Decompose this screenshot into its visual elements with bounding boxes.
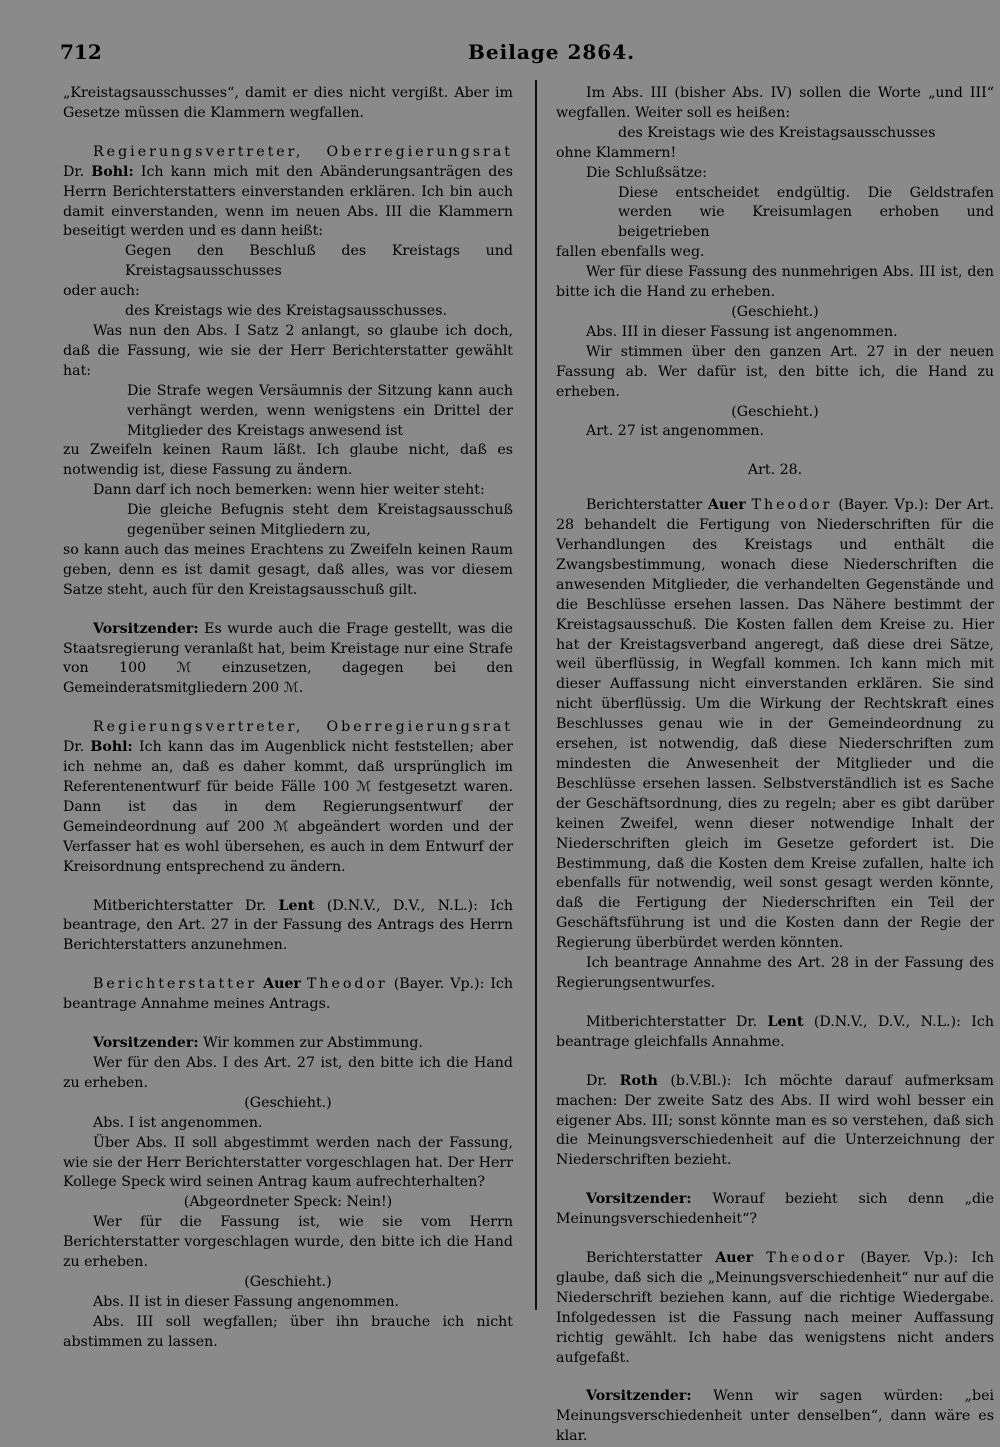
speaker-role: Regierungsvertreter, Oberregierungsrat xyxy=(93,143,513,160)
paragraph: Abs. III soll wegfallen; über ihn brauche ich nicht abstimmen zu lassen. xyxy=(63,1313,513,1350)
speaker-name: Vorsitzender: xyxy=(93,620,199,637)
quote: des Kreistags wie des Kreistagsausschusses. xyxy=(125,303,447,320)
speaker-name: Lent xyxy=(767,1013,804,1030)
paragraph: Ich beantrage Annahme des Art. 28 in der Fassung des Regierungsentwurfes. xyxy=(556,955,994,991)
speech-text: Ich beantrage Annahme meines Antrags. xyxy=(63,976,514,1013)
speech-text: Wenn wir sagen würden: „bei Meinungsverschiedenheit unter denselben“, dann wäre es klar. xyxy=(556,1388,994,1445)
speaker-role: Berichterstatter xyxy=(586,1250,703,1267)
speech-text: Ich möchte darauf aufmerksam machen: Der zweite Satz des Abs. II wird wohl besser ein eigener Abs. III; sonst könnte man es so verstehen, daß sich die Meinungsverschiedenheit auf die Unterzeichnung der Niederschriften bezieht. xyxy=(556,1072,994,1169)
speech-text: Ich glaube, daß sich die „Meinungsverschiedenheit“ nur auf die Niederschrift beziehen kann, auf die richtige Wiedergabe. Infolgedessen ist die Fassung nach meiner Auffassung richtig gewählt. Ich habe das wenigstens nicht anders aufgefaßt. xyxy=(556,1250,995,1366)
page-title: Beilage 2864. xyxy=(468,40,636,64)
paragraph: Was nun den Abs. I Satz 2 anlangt, so glaube ich doch, daß die Fassung, wie sie der Herr Berichterstatter gewählt hat: xyxy=(63,322,513,379)
speech-paragraph xyxy=(556,1013,994,1053)
stage-direction: (Geschieht.) xyxy=(244,1273,332,1290)
page-number: 712 xyxy=(60,40,102,64)
speech-text: Wir kommen zur Abstimmung. xyxy=(203,1035,423,1052)
speech-text: Der Art. 28 behandelt die Fertigung von Niederschriften für die Verhandlungen des Kreistags und enthält die Zwangsbestimmung, wonach diese Niederschriften die anwesenden Mitglieder, die verhandelten Gegenstände und die Beschlüsse ersehen lassen. Das Nähere bestimmt der Kreistagsausschuß. Die Kosten fallen dem Kreise zu. Hier hat der Kreistagsverband angeregt, daß diese drei Sätze, weil überflüssig, in Wegfall kommen. Ich kann mich mit dieser Auffassung nicht einverstanden erklären. Sie sind nicht überflüssig. Um die Wirkung der Rechtskraft eines Beschlusses genau wie in der Gemeindeordnung zu ersehen, ist notwendig, daß diese Niederschriften zum mindesten die Anwesenheit der Mitglieder und die Beschlüsse ersehen lassen. Selbstverständlich ist es Sache der Geschäftsordnung, dies zu regeln; aber es gibt darüber keinen Zweifel, wenn dieser notwendige Inhalt der Niederschriften gleich im Gesetze gefordert ist. Die Bestimmung, daß die Kosten dem Kreise zufallen, halte ich ebenfalls für notwendig, weil sonst gesagt werden könnte, daß die Fertigung der Niederschriften ein Teil der Geschäftsführung ist und die Kosten dann der Regie der Regierung überbürdet werden könnten. xyxy=(556,497,995,952)
speaker-role: Mitberichterstatter Dr. xyxy=(586,1013,758,1030)
paragraph: Abs. III in dieser Fassung ist angenommen. xyxy=(586,323,898,340)
speech-text: Es wurde auch die Frage gestellt, was die Staatsregierung veranlaßt hat, beim Kreistage nur eine Strafe von 100 ℳ einzusetzen, dagegen bei den Gemeinderatsmitgliedern 200 ℳ. xyxy=(63,620,514,697)
speech-paragraph xyxy=(556,1072,994,1172)
speaker-name: Vorsitzender: xyxy=(93,1035,199,1052)
speaker-name: Bohl: xyxy=(90,739,133,756)
speaker-first-name: Theodor xyxy=(766,1250,848,1267)
speaker-title: Dr. xyxy=(63,163,85,180)
speech-paragraph xyxy=(63,718,513,877)
speaker-title: Dr. xyxy=(63,739,85,756)
right-column xyxy=(556,84,994,1447)
speaker-role: Berichterstatter xyxy=(586,497,703,514)
speaker-first-name: Theodor xyxy=(306,976,388,993)
speaker-role: Regierungsvertreter, Oberregierungsrat xyxy=(93,719,513,736)
paragraph: Über Abs. II soll abgestimmt werden nach der Fassung, wie sie der Herr Berichterstatter vorgeschlagen hat. Der Herr Kollege Speck wird seinen Antrag kaum aufrechterhalten? xyxy=(63,1134,513,1191)
paragraph: Art. 27 ist angenommen. xyxy=(586,423,765,440)
speaker-party: (D.N.V., D.V., N.L.): xyxy=(813,1013,961,1030)
paragraph: oder auch: xyxy=(63,283,140,300)
speaker-party: (b.V.Bl.): xyxy=(670,1072,732,1089)
paragraph: „Kreistagsausschusses“, damit er dies nicht vergißt. Aber im Gesetze müssen die Klammern wegfallen. xyxy=(63,85,513,121)
speech-paragraph xyxy=(63,620,513,700)
paragraph: Wir stimmen über den ganzen Art. 27 in der neuen Fassung ab. Wer dafür ist, den bitte ich, die Hand zu erheben. xyxy=(556,343,994,400)
quote: Gegen den Beschluß des Kreistags und Kreistagsausschusses xyxy=(125,243,513,280)
quote: Die Strafe wegen Versäumnis der Sitzung kann auch verhängt werden, wenn wenigstens ein Drittel der Mitglieder des Kreistags anwesend ist xyxy=(127,382,513,439)
speech-paragraph xyxy=(63,897,513,957)
paragraph: Abs. I ist angenommen. xyxy=(93,1114,263,1131)
speaker-party: (Bayer. Vp.): xyxy=(838,497,929,514)
paragraph: Wer für den Abs. I des Art. 27 ist, den bitte ich die Hand zu erheben. xyxy=(63,1054,513,1091)
left-column xyxy=(63,84,513,1353)
speaker-first-name: Theodor xyxy=(751,497,833,514)
paragraph: zu Zweifeln keinen Raum läßt. Ich glaube nicht, daß es notwendig ist, diese Fassung zu ändern. xyxy=(63,442,513,479)
stage-direction: (Geschieht.) xyxy=(244,1094,332,1111)
speaker-name: Auer xyxy=(263,976,301,993)
paragraph: Wer für diese Fassung des nunmehrigen Abs. III ist, den bitte ich die Hand zu erheben. xyxy=(556,264,994,301)
stage-direction: (Geschieht.) xyxy=(731,303,819,320)
speech-paragraph xyxy=(556,1249,994,1368)
speech-text: Ich kann mich mit den Abänderungsanträgen des Herrn Berichterstatters einverstanden erklären. Ich bin auch damit einverstanden, wenn im neuen Abs. III die Klammern beseitigt werden und es dann heißt: xyxy=(63,163,513,240)
paragraph: so kann auch das meines Erachtens zu Zweifeln keinen Raum geben, denn es ist damit gesagt, daß alles, was vor diesem Satze steht, auch für den Kreistagsausschuß gilt. xyxy=(63,541,513,598)
speaker-name: Auer xyxy=(707,497,746,514)
speech-paragraph xyxy=(556,496,994,954)
quote: Diese entscheidet endgültig. Die Geldstrafen werden wie Kreisumlagen erhoben und beigetrieben xyxy=(618,184,994,241)
speaker-role: Berichterstatter xyxy=(93,976,258,993)
speaker-name: Lent xyxy=(278,897,315,914)
speaker-name: Vorsitzender: xyxy=(586,1191,692,1208)
speech-paragraph xyxy=(63,975,513,1015)
speaker-party: (Bayer. Vp.): xyxy=(393,976,485,993)
speaker-party: (Bayer. Vp.): xyxy=(860,1250,959,1267)
paragraph: Abs. II ist in dieser Fassung angenommen. xyxy=(93,1293,400,1310)
paragraph: Dann darf ich noch bemerken: wenn hier weiter steht: xyxy=(93,482,485,499)
speaker-party: (D.N.V., D.V., N.L.): xyxy=(326,897,478,914)
speaker-name: Bohl: xyxy=(91,163,134,180)
quote: des Kreistags wie des Kreistagsausschusses xyxy=(618,124,936,141)
speech-paragraph xyxy=(556,1387,994,1447)
speech-paragraph xyxy=(63,1034,513,1054)
paragraph: ohne Klammern! xyxy=(556,144,677,161)
speech-text: Ich beantrage gleichfalls Annahme. xyxy=(556,1013,994,1050)
speech-text: Worauf bezieht sich denn „die Meinungsverschiedenheit“? xyxy=(556,1191,994,1228)
stage-direction: (Abgeordneter Speck: Nein!) xyxy=(183,1194,393,1211)
paragraph: fallen ebenfalls weg. xyxy=(556,244,705,261)
stage-direction: (Geschieht.) xyxy=(731,403,819,420)
article-heading: Art. 28. xyxy=(747,462,803,479)
paragraph: Wer für die Fassung ist, wie sie vom Herrn Berichterstatter vorgeschlagen wurde, den bitte ich die Hand zu erheben. xyxy=(63,1214,513,1271)
speaker-role: Mitberichterstatter Dr. xyxy=(93,897,267,914)
speech-text: Ich kann das im Augenblick nicht feststellen; aber ich nehme an, daß es daher kommt, daß ursprünglich im Referentenentwurf für beide Fälle 100 ℳ festgesetzt waren. Dann ist das in dem Regierungsentwurf der Gemeindeordnung auf 200 ℳ abgeändert worden und der Verfasser hat es wohl übersehen, es auch in dem Entwurf der Kreisordnung entsprechend zu ändern. xyxy=(63,739,513,875)
speaker-name: Auer xyxy=(715,1250,754,1267)
paragraph: Die Schlußsätze: xyxy=(586,164,707,181)
speaker-name: Vorsitzender: xyxy=(586,1388,692,1405)
speaker-title: Dr. xyxy=(586,1072,608,1089)
speech-text: Ich beantrage, den Art. 27 in der Fassung des Antrags des Herrn Berichterstatters anzunehmen. xyxy=(63,897,513,954)
column-divider xyxy=(535,80,537,1310)
speaker-name: Roth xyxy=(619,1072,658,1089)
paragraph: Im Abs. III (bisher Abs. IV) sollen die Worte „und III“ wegfallen. Weiter soll es heißen: xyxy=(556,85,994,121)
speech-paragraph xyxy=(556,1190,994,1230)
speech-paragraph xyxy=(63,143,513,243)
quote: Die gleiche Befugnis steht dem Kreistagsausschuß gegenüber seinen Mitgliedern zu, xyxy=(127,502,513,539)
